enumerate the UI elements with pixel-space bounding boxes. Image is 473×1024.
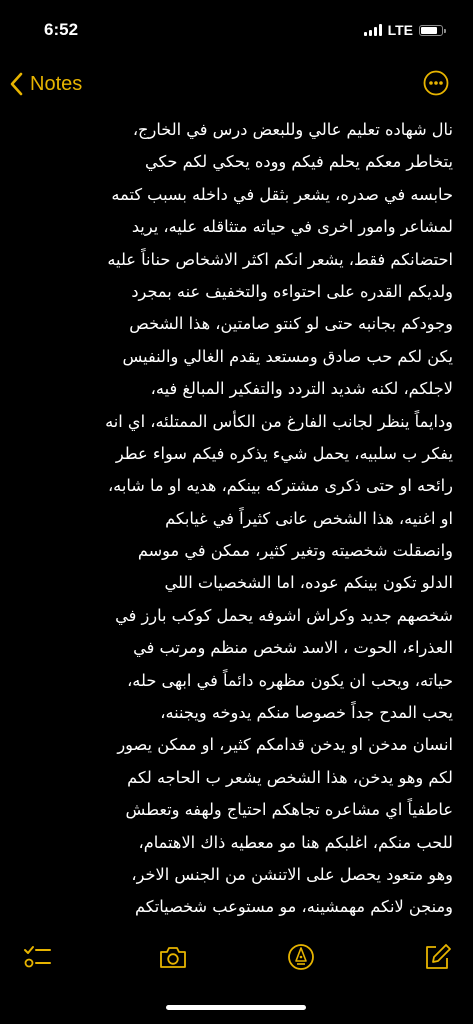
note-text-line: لاجلكم، لكنه شديد التردد والتفكير المبالغ فيه،	[150, 379, 453, 399]
note-text-line: لكم وهو يدخن، هذا الشخص يشعر ب الحاجه لكم	[127, 767, 453, 787]
note-text-line: انسان مدخن او يدخن قدامكم كثير، او ممكن يصور	[117, 735, 453, 755]
note-text-line: نال شهاده تعليم عالي وللبعض درس في الخارج،	[132, 120, 453, 139]
back-label: Notes	[30, 72, 83, 95]
note-text-line: رائحه او حتى ذكرى مشتركه بينكم، هديه او ما شابه،	[107, 476, 453, 496]
status-time: 6:52	[44, 20, 79, 39]
note-text-line: العذراء، الحوت ، الاسد شخص منظم ومرتب في	[133, 638, 453, 658]
battery-icon	[419, 25, 443, 36]
note-text-line: الدلو تكون بينكم عوده، اما الشخصيات اللي	[164, 573, 453, 593]
checklist-icon	[22, 942, 52, 972]
cellular-signal-icon	[364, 24, 382, 36]
bottom-toolbar	[0, 928, 473, 988]
battery-level	[421, 27, 437, 34]
status-indicators	[364, 21, 443, 39]
note-text-line: عاطفياً اي مشاعره تجاهكم احتياج ولهفه وتعطش	[125, 800, 453, 820]
note-text-line: ولديكم القدره على احتواءه والتخفيف عنه بمجرد	[131, 281, 453, 301]
note-text-line: وهو متعود يحصل على الاتنشن من الجنس الاخر،	[131, 864, 453, 884]
home-indicator[interactable]	[166, 1005, 306, 1010]
note-text-line: وجودكم بجانبه حتى لو كنتو صامتين، هذا الشخص	[129, 314, 453, 334]
camera-button[interactable]	[158, 942, 188, 972]
note-text-line: احتضانكم فقط، يشعر انكم اكثر الاشخاص حناناً عليه	[107, 249, 453, 269]
note-text-line: ومنجن لانكم مهمشينه، مو مستوعب شخصياتكم	[135, 897, 453, 917]
note-text-line: شخصهم جديد وكراش اشوفه يحمل كوكب بارز في	[115, 605, 453, 625]
network-type: LTE	[387, 22, 413, 38]
note-text-line: يحب المدح جداً خصوصا منكم يدوخه ويجننه،	[160, 703, 453, 723]
pen-tip-circle-icon	[286, 942, 316, 972]
note-text-line: وانصقلت شخصيته وتغير كثير، ممكن في موسم	[137, 541, 453, 561]
note-text-line: للحب منكم، اغلبكم هنا مو معطيه ذاك الاهتمام،	[138, 832, 453, 852]
markup-button[interactable]	[286, 942, 316, 972]
navigation-bar	[0, 62, 473, 106]
camera-icon	[158, 942, 188, 972]
note-text-line: او اغنيه، هذا الشخص عانى كثيراً في غيابكم	[165, 508, 453, 528]
checklist-button[interactable]	[22, 942, 52, 972]
note-body[interactable]	[20, 114, 453, 924]
ellipsis-circle-icon	[423, 70, 449, 96]
back-button[interactable]	[10, 70, 82, 98]
note-text-line: حياته، ويحب ان يكون مظهره دائماً في ابهى حله،	[127, 670, 453, 690]
note-text-line: يتخاطر معكم يحلم فيكم ووده يحكي لكم حكي	[144, 152, 453, 172]
note-text-line: ودايماً ينظر لجانب الفارغ من الكأس الممتلئه، اي انه	[105, 411, 453, 431]
compose-button[interactable]	[422, 942, 452, 972]
note-text-line: يفكر ب سلبيه، يحمل شيء يذكره فيكم سواء عطر	[115, 443, 453, 463]
more-button[interactable]	[423, 70, 449, 96]
chevron-left-icon	[10, 72, 24, 96]
note-text-line: لمشاعر وامور اخرى في حياته متثاقله عليه، يريد	[131, 217, 453, 237]
note-text-line: يكن لكم حب صادق ومستعد يقدم الغالي والنفيس	[122, 346, 453, 366]
status-bar	[0, 0, 473, 56]
compose-icon	[422, 942, 452, 972]
note-text-line: حابسه في صدره، يشعر بثقل في داخله بسبب كتمه	[111, 184, 453, 204]
